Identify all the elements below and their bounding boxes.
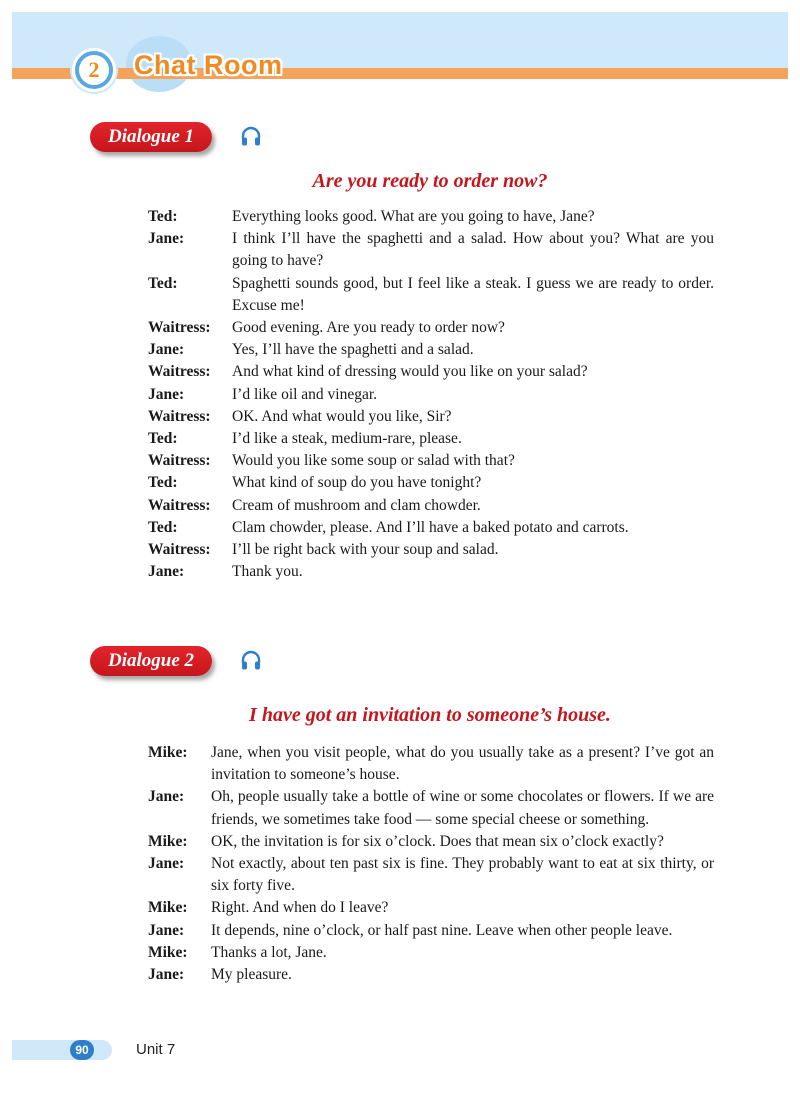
dialogue-line [148,206,714,228]
dialogue-2-transcript [148,742,714,986]
utterance: Jane, when you visit people, what do you usually take as a present? I’ve got an invitation to someone’s house. [211,744,714,784]
utterance: Not exactly, about ten past six is fine. They probably want to eat at six thirty, or six forty five. [211,855,714,895]
speaker: Ted: [148,274,178,292]
utterance: Spaghetti sounds good, but I feel like a steak. I guess we are ready to order. Excuse me! [232,274,714,314]
utterance: Yes, I’ll have the spaghetti and a salad. [232,341,474,359]
utterance: Cream of mushroom and clam chowder. [232,496,481,514]
unit-label: Unit 7 [136,1041,176,1058]
speaker: Jane: [148,855,185,873]
dialogue-line [148,742,714,786]
dialogue-line [148,561,714,583]
dialogue-line [148,273,714,317]
dialogue-line [148,228,714,272]
page-number: 90 [70,1040,94,1060]
utterance: And what kind of dressing would you like on your salad? [232,363,588,381]
utterance: Thanks a lot, Jane. [211,943,327,961]
dialogue-line [148,920,714,942]
utterance: Good evening. Are you ready to order now? [232,319,505,337]
dialogue-line [148,317,714,339]
speaker: Ted: [148,430,178,448]
dialogue-line [148,384,714,406]
utterance: It depends, nine o’clock, or half past nine. Leave when other people leave. [211,921,673,939]
section-number-badge [72,48,116,92]
dialogue-1-transcript [148,206,714,583]
utterance: Clam chowder, please. And I’ll have a baked potato and carrots. [232,518,629,536]
speaker: Waitress: [148,363,211,381]
utterance: Everything looks good. What are you going to have, Jane? [232,208,595,225]
utterance: I’d like a steak, medium-rare, please. [232,430,462,448]
dialogue-line [148,786,714,830]
dialogue-line [148,495,714,517]
utterance: OK, the invitation is for six o’clock. Does that mean six o’clock exactly? [211,832,664,850]
speaker: Mike: [148,832,188,850]
utterance: I’ll be right back with your soup and salad. [232,541,499,559]
dialogue-1-title: Are you ready to order now? [312,170,548,192]
utterance: Would you like some soup or salad with that? [232,452,515,470]
speaker: Ted: [148,208,178,225]
speaker: Jane: [148,230,185,248]
speaker: Ted: [148,474,178,492]
utterance: Oh, people usually take a bottle of wine or some chocolates or flowers. If we are friends, we sometimes take food — some special cheese or something. [211,788,714,828]
dialogue-line [148,472,714,494]
utterance: My pleasure. [211,966,292,984]
speaker: Jane: [148,341,185,359]
footer-band [12,1040,112,1060]
speaker: Ted: [148,518,178,536]
utterance: Thank you. [232,563,303,581]
speaker: Mike: [148,744,188,761]
speaker: Jane: [148,921,185,939]
utterance: I’d like oil and vinegar. [232,385,378,403]
speaker: Mike: [148,899,188,917]
dialogue-line [148,831,714,853]
speaker: Jane: [148,966,185,984]
dialogue-line [148,339,714,361]
utterance: Right. And when do I leave? [211,899,389,917]
speaker: Mike: [148,943,188,961]
dialogue-2-title: I have got an invitation to someone’s house. [249,704,611,726]
speaker: Waitress: [148,319,211,337]
dialogue-line [148,517,714,539]
section-title: Chat Room [134,50,283,80]
dialogue-line [148,942,714,964]
headphones-icon[interactable] [240,126,262,148]
speaker: Jane: [148,788,185,806]
speaker: Jane: [148,563,185,581]
dialogue-line [148,361,714,383]
dialogue-line [148,450,714,472]
speaker: Waitress: [148,407,211,425]
header-divider-bar [12,68,788,79]
dialogue-line [148,853,714,897]
speaker: Jane: [148,385,185,403]
dialogue-2-label: Dialogue 2 [90,646,212,676]
utterance: OK. And what would you like, Sir? [232,407,452,425]
utterance: I think I’ll have the spaghetti and a salad. How about you? What are you going to have? [232,230,714,270]
dialogue-line [148,964,714,986]
speaker: Waitress: [148,496,211,514]
utterance: What kind of soup do you have tonight? [232,474,482,492]
speaker: Waitress: [148,452,211,470]
dialogue-1-label: Dialogue 1 [90,122,212,152]
dialogue-line [148,539,714,561]
dialogue-line [148,428,714,450]
section-number: 2 [79,55,109,85]
dialogue-line [148,897,714,919]
headphones-icon[interactable] [240,650,262,672]
speaker: Waitress: [148,541,211,559]
dialogue-line [148,406,714,428]
